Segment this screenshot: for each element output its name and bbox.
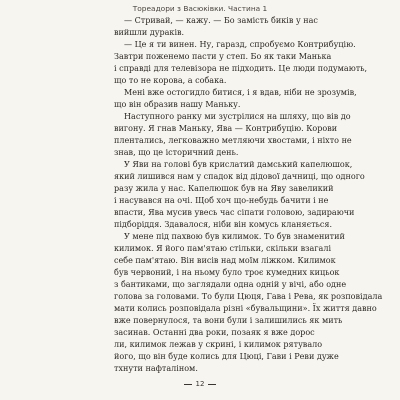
text-line: голова за головами. То були Цюця, Гава і Рева, як розповідала (114, 292, 383, 301)
text-line: разу жила у нас. Капелюшок був на Яву завеликий (114, 184, 334, 193)
text-line: впасти, Ява мусив увесь час сіпати головою, задираючи (114, 208, 355, 217)
text-line: вже повернулося, та вони були і залишились як мить (114, 316, 343, 325)
text-line: мати колись розповідала різні «бувальщини». Їх життя давно (114, 304, 377, 313)
text-line: був червоний, і на ньому було троє кумедних кицьок (114, 268, 340, 277)
text-line: і справді для телевізора не підходить. Це люди подумають, (114, 64, 368, 73)
text-line: його, що він буде колись для Цюці, Гави і Реви дуже (114, 352, 339, 361)
footer-dash-right (208, 384, 216, 385)
text-line: засинав. Останні два роки, позаяк я вже дорос (114, 328, 315, 337)
text-line: килимок. Я його пам'ятаю стільки, скільки взагалі (114, 244, 332, 253)
text-line: вийшли дураків. (114, 28, 185, 37)
text-line: вигону. Я гнав Маньку, Ява — Контрибуцію. Корови (114, 124, 338, 133)
text-line: тхнути нафталіном. (114, 364, 198, 373)
body-text (0, 15, 400, 375)
text-line: У Яви на голові був крислатий дамський капелюшок, (124, 160, 353, 169)
text-line: Завтри поженемо пасти у степ. Бо як таки Манька (114, 52, 332, 61)
text-line: що то не корова, а собака. (114, 76, 227, 85)
running-header: Тореадори з Васюківки. Частина 1 (132, 4, 268, 13)
page-number-text: 12 (195, 380, 205, 388)
text-line: підборіддя. Здавалося, ніби він комусь кланяється. (114, 220, 333, 229)
text-line: Мені вже остогидло битися, і я вдав, ніби не зрозумів, (124, 88, 357, 97)
text-line: що він образив нашу Маньку. (114, 100, 241, 109)
text-line: і насувався на очі. Щоб хоч що-небудь бачити і не (114, 196, 329, 205)
text-line: ли, килимок лежав у скрині, і килимок рятувало (114, 340, 323, 349)
text-line: — Це я ти винен. Ну, гаразд, спробуємо Контрибуцію. (124, 40, 356, 49)
text-line: плентались, легковажно метляючи хвостами, і ніхто не (114, 136, 352, 145)
text-line: У мене під пахвою був килимок. То був знаменитий (124, 232, 345, 241)
text-line: знав, що це історичний день. (114, 148, 239, 157)
page-number (0, 380, 400, 388)
text-line: Наступного ранку ми зустрілися на шляху, що вів до (124, 112, 351, 121)
text-line: з бантиками, що заглядали одна одній у вічі, або одне (114, 280, 347, 289)
text-line: себе пам'ятаю. Він висів над моїм ліжком. Килимок (114, 256, 336, 265)
footer-dash-left (184, 384, 192, 385)
text-line: — Стривай, — кажу. — Бо замість биків у нас (124, 16, 318, 25)
text-line: який лишився нам у спадок від дідової дачниці, що одного (114, 172, 365, 181)
